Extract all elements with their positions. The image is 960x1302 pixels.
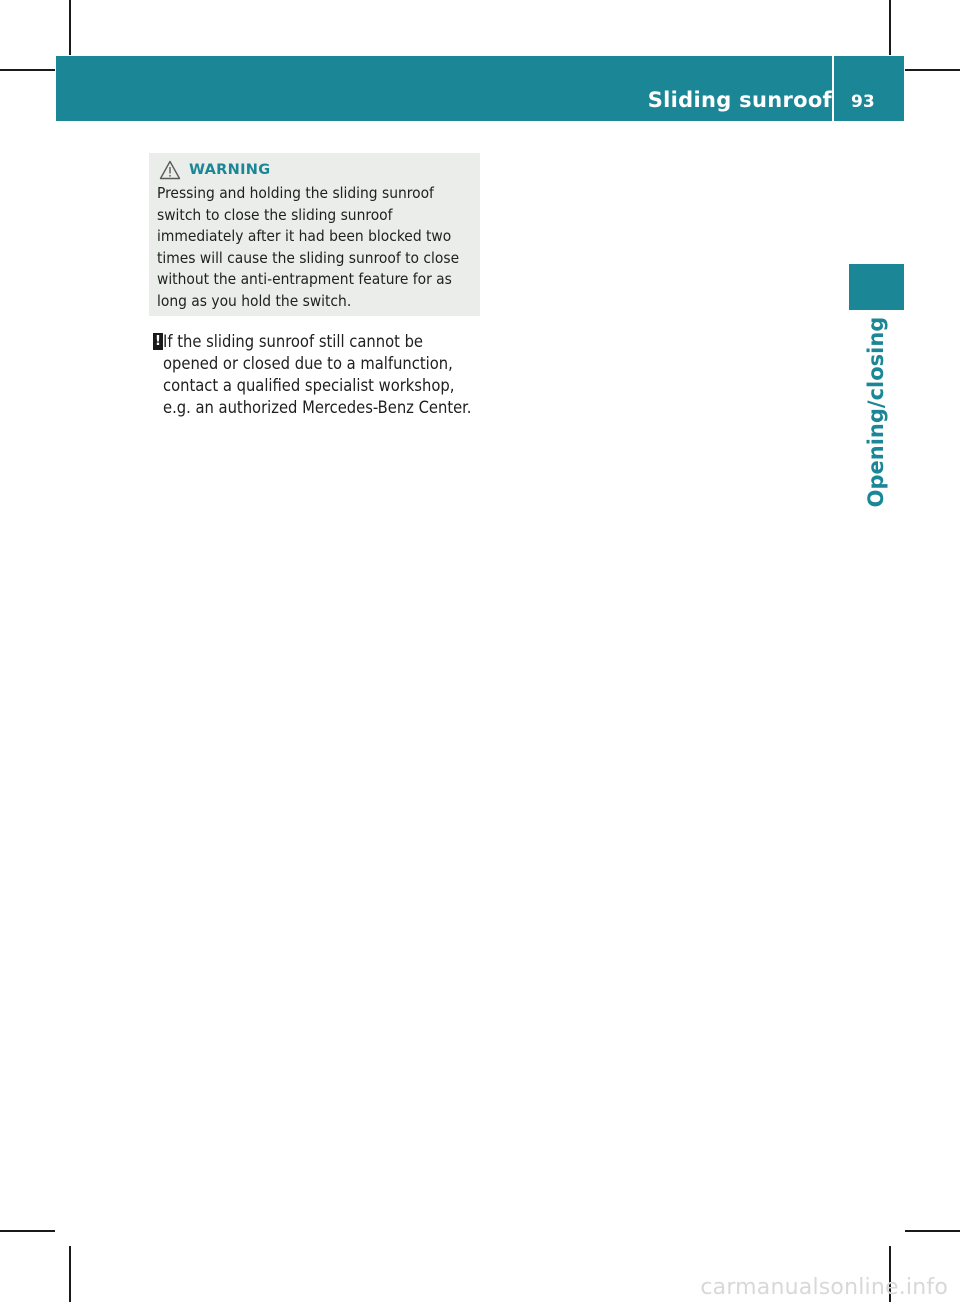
crop-mark xyxy=(905,69,960,71)
watermark: carmanualsonline.info xyxy=(700,1275,948,1300)
crop-mark xyxy=(0,69,55,71)
crop-mark xyxy=(0,1230,55,1232)
warning-title: WARNING xyxy=(189,162,271,178)
warning-box xyxy=(149,153,480,316)
crop-mark xyxy=(905,1230,960,1232)
crop-mark xyxy=(69,0,71,55)
warning-triangle-icon xyxy=(159,160,181,180)
chapter-tab xyxy=(849,264,904,310)
warning-text: Pressing and holding the sliding sunroof switch to close the sliding sunroof immediately after it had been blocked two times will cause the sliding sunroof to close without the anti-entrapment feature for as long as you hold the switch. xyxy=(157,184,460,310)
crop-mark xyxy=(889,0,891,55)
exclamation-icon: ! xyxy=(153,333,163,350)
warning-header xyxy=(157,159,472,181)
page-number: 93 xyxy=(851,92,875,112)
chapter-label: Opening/closing xyxy=(864,316,888,508)
crop-mark xyxy=(69,1246,71,1302)
section-title: Sliding sunroof xyxy=(647,88,832,112)
header-separator xyxy=(832,56,834,121)
note-text: If the sliding sunroof still cannot be opened or closed due to a malfunction, contact a qualified specialist workshop, e.g. an authorized Mercedes-Benz Center. xyxy=(163,332,472,417)
